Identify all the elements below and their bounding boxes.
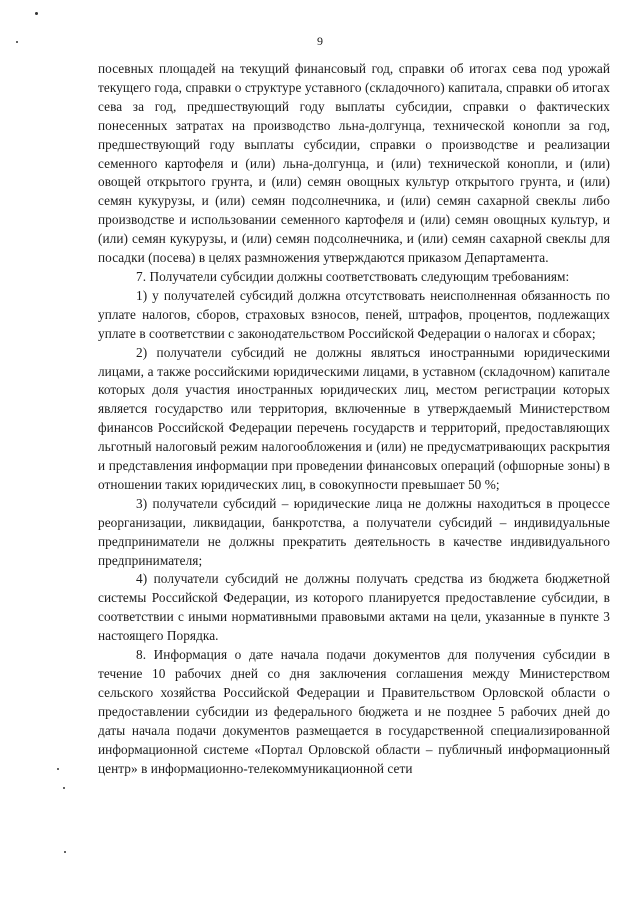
scan-artifact xyxy=(57,768,59,770)
paragraph-subitem-1: 1) у получателей субсидий должна отсутствовать неисполненная обязанность по уплате налогов, сборов, страховых взносов, пеней, штрафов, процентов, подлежащих уплате в соответствии с законодательством Российской Федерации о налогах и сборах; xyxy=(98,287,610,341)
paragraph-subitem-3: 3) получатели субсидий – юридические лица не должны находиться в процессе реорганизации, ликвидации, банкротства, а получатели субсидий – индивидуальные предприниматели не должны прекратить деятельность в качестве индивидуального предпринимателя; xyxy=(98,495,610,568)
scan-artifact xyxy=(63,787,65,789)
scan-artifact xyxy=(35,12,38,15)
scan-artifact xyxy=(64,851,66,853)
paragraph-continuation: посевных площадей на текущий финансовый год, справки об итогах сева под урожай текущего года, справки о структуре уставного (складочного) капитала, справки об итогах сева за год, предшествующий году выплаты субсидии, справки о фактических понесенных затратах на производство льна-долгунца, технической конопли за год, предшествующий году выплаты субсидии, справки о производстве и реализации семенного картофеля и (или) льна-долгунца, и (или) технической конопли, и (или) овощей открытого грунта, и (или) семян овощных культур открытого грунта, и (или) семян кукурузы, и (или) семян подсолнечника, и (или) семян сахарной свеклы либо производстве и использовании семенного картофеля и (или) семян овощных культур, и (или) семян кукурузы, и (или) семян подсолнечника, и (или) семян сахарной свеклы для посадки (посева) в целях размножения утверждаются приказом Департамента. xyxy=(98,61,610,266)
page-number: 9 xyxy=(317,34,323,48)
paragraph-subitem-4: 4) получатели субсидий не должны получать средства из бюджета бюджетной системы Российской Федерации, из которого планируется предоставление субсидии, в соответствии с иными нормативными правовыми актами на цели, указанные в пункте 3 настоящего Порядка. xyxy=(98,571,610,644)
document-body xyxy=(98,60,610,778)
paragraph-item-8: 8. Информация о дате начала подачи документов для получения субсидии в течение 10 рабочих дней со дня заключения соглашения между Министерством сельского хозяйства Российской Федерации и Правительством Орловской области о предоставлении субсидии из федерального бюджета и не позднее 5 рабочих дней до даты начала подачи документов размещается в государственной специализированной информационной системе «Портал Орловской области – публичный информационный центр» в информационно-телекоммуникационной сети xyxy=(98,647,610,776)
paragraph-item-7: 7. Получатели субсидии должны соответствовать следующим требованиям: xyxy=(136,268,570,284)
paragraph-subitem-2: 2) получатели субсидий не должны являться иностранными юридическими лицами, а также российскими юридическими лицами, в уставном (складочном) капитале которых доля участия иностранных юридических лиц, местом регистрации которых является государство или территория, включенные в утверждаемый Министерством финансов Российской Федерации перечень государств и территорий, предоставляющих льготный налоговый режим налогообложения и (или) не предусматривающих раскрытия и представления информации при проведении финансовых операций (офшорные зоны) в отношении таких юридических лиц, в совокупности превышает 50 %; xyxy=(98,344,610,492)
